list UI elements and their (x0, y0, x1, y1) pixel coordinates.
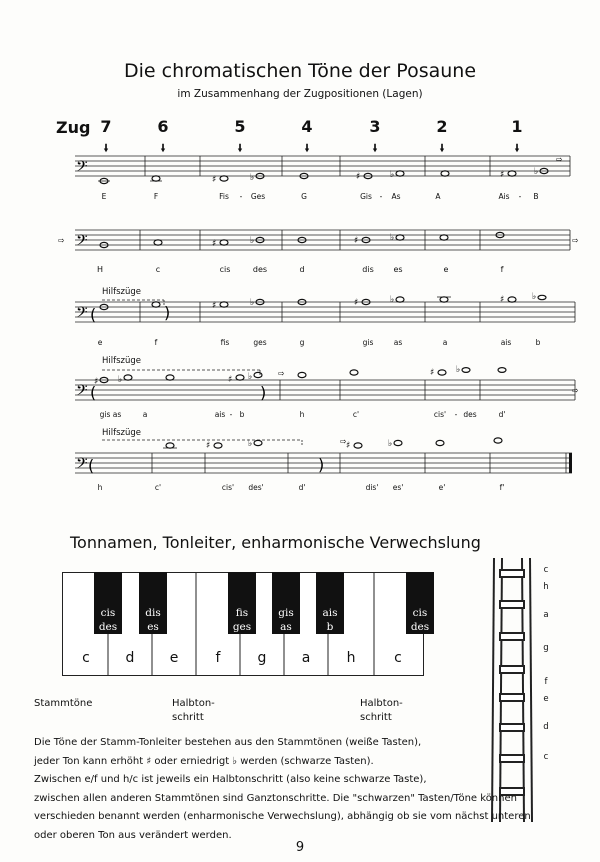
note-label: des (252, 265, 268, 274)
black-key-fis: fis ges (232, 607, 252, 633)
svg-text:♭: ♭ (118, 375, 123, 385)
note-label: a (442, 338, 448, 347)
note-label: c' (154, 483, 162, 492)
svg-text:♯: ♯ (430, 368, 435, 378)
note-label: h (299, 410, 305, 419)
black-key-gis: gis as (278, 607, 294, 633)
position-5: 5 (234, 117, 246, 136)
hilfszuege-label: Hilfszüge (102, 356, 142, 366)
note-label: As (391, 192, 401, 201)
svg-text:♭: ♭ (532, 292, 537, 302)
note-label: F (153, 192, 159, 201)
svg-text:⇨: ⇨ (58, 236, 65, 245)
ladder-note: c (543, 752, 549, 762)
black-key-ais: ais b (322, 607, 338, 633)
note-label: Gis (360, 192, 372, 201)
note-label: A (435, 192, 441, 201)
note-label: e' (438, 483, 446, 492)
position-6: 6 (157, 117, 169, 136)
paragraph-line: Die Töne der Stamm-Tonleiter bestehen aus den Stammtönen (weiße Tasten), (34, 737, 422, 748)
ladder-note: d (543, 722, 549, 732)
svg-text:): ) (260, 383, 267, 402)
halbtonschritt-label-2: Halbton- schritt (360, 698, 403, 723)
svg-text:♯: ♯ (212, 239, 217, 249)
svg-text:♯: ♯ (356, 172, 361, 182)
ladder-note: g (543, 643, 549, 653)
note-label: Ais (498, 192, 510, 201)
svg-text:(: ( (90, 383, 97, 402)
down-arrow-icon: 🠛 (103, 142, 109, 155)
svg-text:♭: ♭ (390, 170, 395, 180)
note-label: - (229, 410, 233, 419)
white-key-a: a (301, 650, 311, 666)
note-label: as (112, 410, 122, 419)
svg-text:(: ( (88, 456, 95, 475)
hilfszuege-label: Hilfszüge (102, 287, 142, 297)
note-label: a (142, 410, 148, 419)
white-key-f: f (215, 650, 221, 666)
zug-label: Zug (56, 118, 91, 137)
svg-text:♭: ♭ (248, 372, 253, 382)
position-1: 1 (511, 117, 523, 136)
position-2: 2 (436, 117, 448, 136)
staff-row-5 (60, 436, 590, 484)
note-label: Ges (250, 192, 266, 201)
staff-row-1 (60, 150, 580, 190)
page-title: Die chromatischen Töne der Posaune (123, 60, 477, 82)
ladder-note: c (543, 565, 549, 575)
black-key-dis: dis es (145, 607, 161, 633)
svg-text:♭: ♭ (388, 439, 393, 449)
white-key-c-upper: c (394, 650, 402, 666)
note-label: ges (253, 338, 267, 347)
note-label: e (443, 265, 449, 274)
note-label: des (463, 410, 477, 419)
svg-text:♭: ♭ (390, 233, 395, 243)
stammtoene-label: Stammtöne (34, 698, 93, 709)
staff-row-4 (60, 366, 590, 410)
svg-text:♭: ♭ (250, 236, 255, 246)
white-key-h: h (346, 650, 356, 666)
page-subtitle: im Zusammenhang der Zugpositionen (Lagen) (177, 88, 423, 100)
halbtonschritt-label-1: Halbton- schritt (172, 698, 215, 723)
svg-text:♯: ♯ (228, 375, 233, 385)
svg-text:♯: ♯ (346, 441, 351, 451)
section-title: Tonnamen, Tonleiter, enharmonische Verwechslung (70, 533, 481, 552)
note-label: des' (248, 483, 264, 492)
paragraph-line: oder oberen Ton aus verändert werden. (34, 829, 232, 841)
page-number: 9 (295, 840, 305, 855)
note-label: f' (499, 483, 505, 492)
note-label: - (454, 410, 458, 419)
staff-row-2 (60, 224, 590, 264)
note-label: g (299, 338, 305, 347)
svg-text:♯: ♯ (94, 377, 99, 387)
note-label: gis (362, 338, 374, 347)
svg-text:⇨: ⇨ (572, 236, 579, 245)
svg-text:⇨: ⇨ (340, 437, 347, 446)
position-3: 3 (369, 117, 381, 136)
white-key-e: e (169, 650, 179, 666)
black-key-cis-upper: cis des (410, 607, 430, 633)
note-label: b (239, 410, 245, 419)
note-label: ais (214, 410, 226, 419)
note-label: fis (220, 338, 230, 347)
down-arrow-icon: 🠛 (304, 142, 310, 155)
svg-text:♭: ♭ (250, 298, 255, 308)
svg-text:⇨: ⇨ (572, 386, 579, 395)
svg-text:𝄢: 𝄢 (76, 382, 88, 403)
note-label: B (533, 192, 539, 201)
down-arrow-icon: 🠛 (160, 142, 166, 155)
down-arrow-icon: 🠛 (372, 142, 378, 155)
svg-text:♯: ♯ (354, 298, 359, 308)
note-label: d (299, 265, 305, 274)
svg-text:♯: ♯ (500, 295, 505, 305)
note-label: - (379, 192, 383, 201)
paragraph-line: zwischen allen anderen Stammtönen sind Ganztonschritte. Die "schwarzen" Tasten/Töne können (34, 792, 517, 804)
note-label: ais (500, 338, 512, 347)
svg-text:♭: ♭ (248, 439, 253, 449)
svg-text:♭: ♭ (390, 295, 395, 305)
note-label: b (535, 338, 541, 347)
svg-text:(: ( (90, 305, 97, 324)
note-label: e (97, 338, 103, 347)
white-key-c: c (82, 650, 90, 666)
note-label: cis' (433, 410, 447, 419)
ladder-note: f (544, 677, 548, 687)
svg-text:♯: ♯ (354, 236, 359, 246)
ladder-note: a (543, 610, 549, 620)
note-label: cis (219, 265, 231, 274)
note-label: es' (392, 483, 404, 492)
note-label: d' (498, 410, 506, 419)
note-label: c' (352, 410, 360, 419)
svg-text:♯: ♯ (206, 441, 211, 451)
note-label: es (393, 265, 403, 274)
note-label: cis' (221, 483, 235, 492)
svg-text:♯: ♯ (212, 175, 217, 185)
note-label: d' (298, 483, 306, 492)
svg-text:♯: ♯ (500, 170, 505, 180)
note-label: - (518, 192, 522, 201)
note-label: gis (99, 410, 111, 419)
note-label: E (101, 192, 107, 201)
explanation-paragraph (34, 734, 574, 845)
position-7: 7 (100, 117, 112, 136)
paragraph-line: jeder Ton kann erhöht ♯ oder erniedrigt ♭ werden (schwarze Tasten). (34, 755, 374, 767)
note-label: f (500, 265, 504, 274)
note-label: dis' (365, 483, 379, 492)
note-label: c (155, 265, 161, 274)
note-label: f (154, 338, 158, 347)
paragraph-line: verschieden benannt werden (enharmonische Verwechslung), abhängig ob sie vom nächst unteren (34, 811, 531, 822)
note-label: dis (362, 265, 374, 274)
note-label: as (393, 338, 403, 347)
down-arrow-icon: 🠛 (514, 142, 520, 155)
svg-text:𝄢: 𝄢 (76, 455, 88, 476)
down-arrow-icon: 🠛 (237, 142, 243, 155)
white-key-d: d (125, 650, 135, 666)
white-key-g: g (257, 650, 267, 666)
svg-text:): ) (318, 455, 325, 474)
note-label: G (301, 192, 307, 201)
position-4: 4 (301, 117, 313, 136)
note-label: - (239, 192, 243, 201)
black-key-cis: cis des (98, 607, 118, 633)
svg-text:♭: ♭ (456, 365, 461, 375)
svg-text:⇨: ⇨ (556, 155, 563, 164)
svg-text:⇨: ⇨ (278, 369, 285, 378)
svg-text:♯: ♯ (212, 301, 217, 311)
ladder-note: h (543, 582, 549, 592)
ladder-note: e (543, 694, 549, 704)
down-arrow-icon: 🠛 (439, 142, 445, 155)
svg-text:♭: ♭ (250, 173, 255, 183)
svg-text:): ) (164, 303, 171, 322)
svg-text:𝄢: 𝄢 (76, 158, 88, 179)
note-label: H (96, 265, 103, 274)
note-label: h (97, 483, 103, 492)
svg-text:♭: ♭ (534, 167, 539, 177)
paragraph-line: Zwischen e/f und h/c ist jeweils ein Halbtonschritt (also keine schwarze Taste), (34, 774, 427, 785)
svg-text:𝄢: 𝄢 (76, 232, 88, 253)
svg-text:𝄢: 𝄢 (76, 304, 88, 325)
note-label: Fis (219, 192, 229, 201)
hilfszuege-label: Hilfszüge (102, 428, 142, 438)
